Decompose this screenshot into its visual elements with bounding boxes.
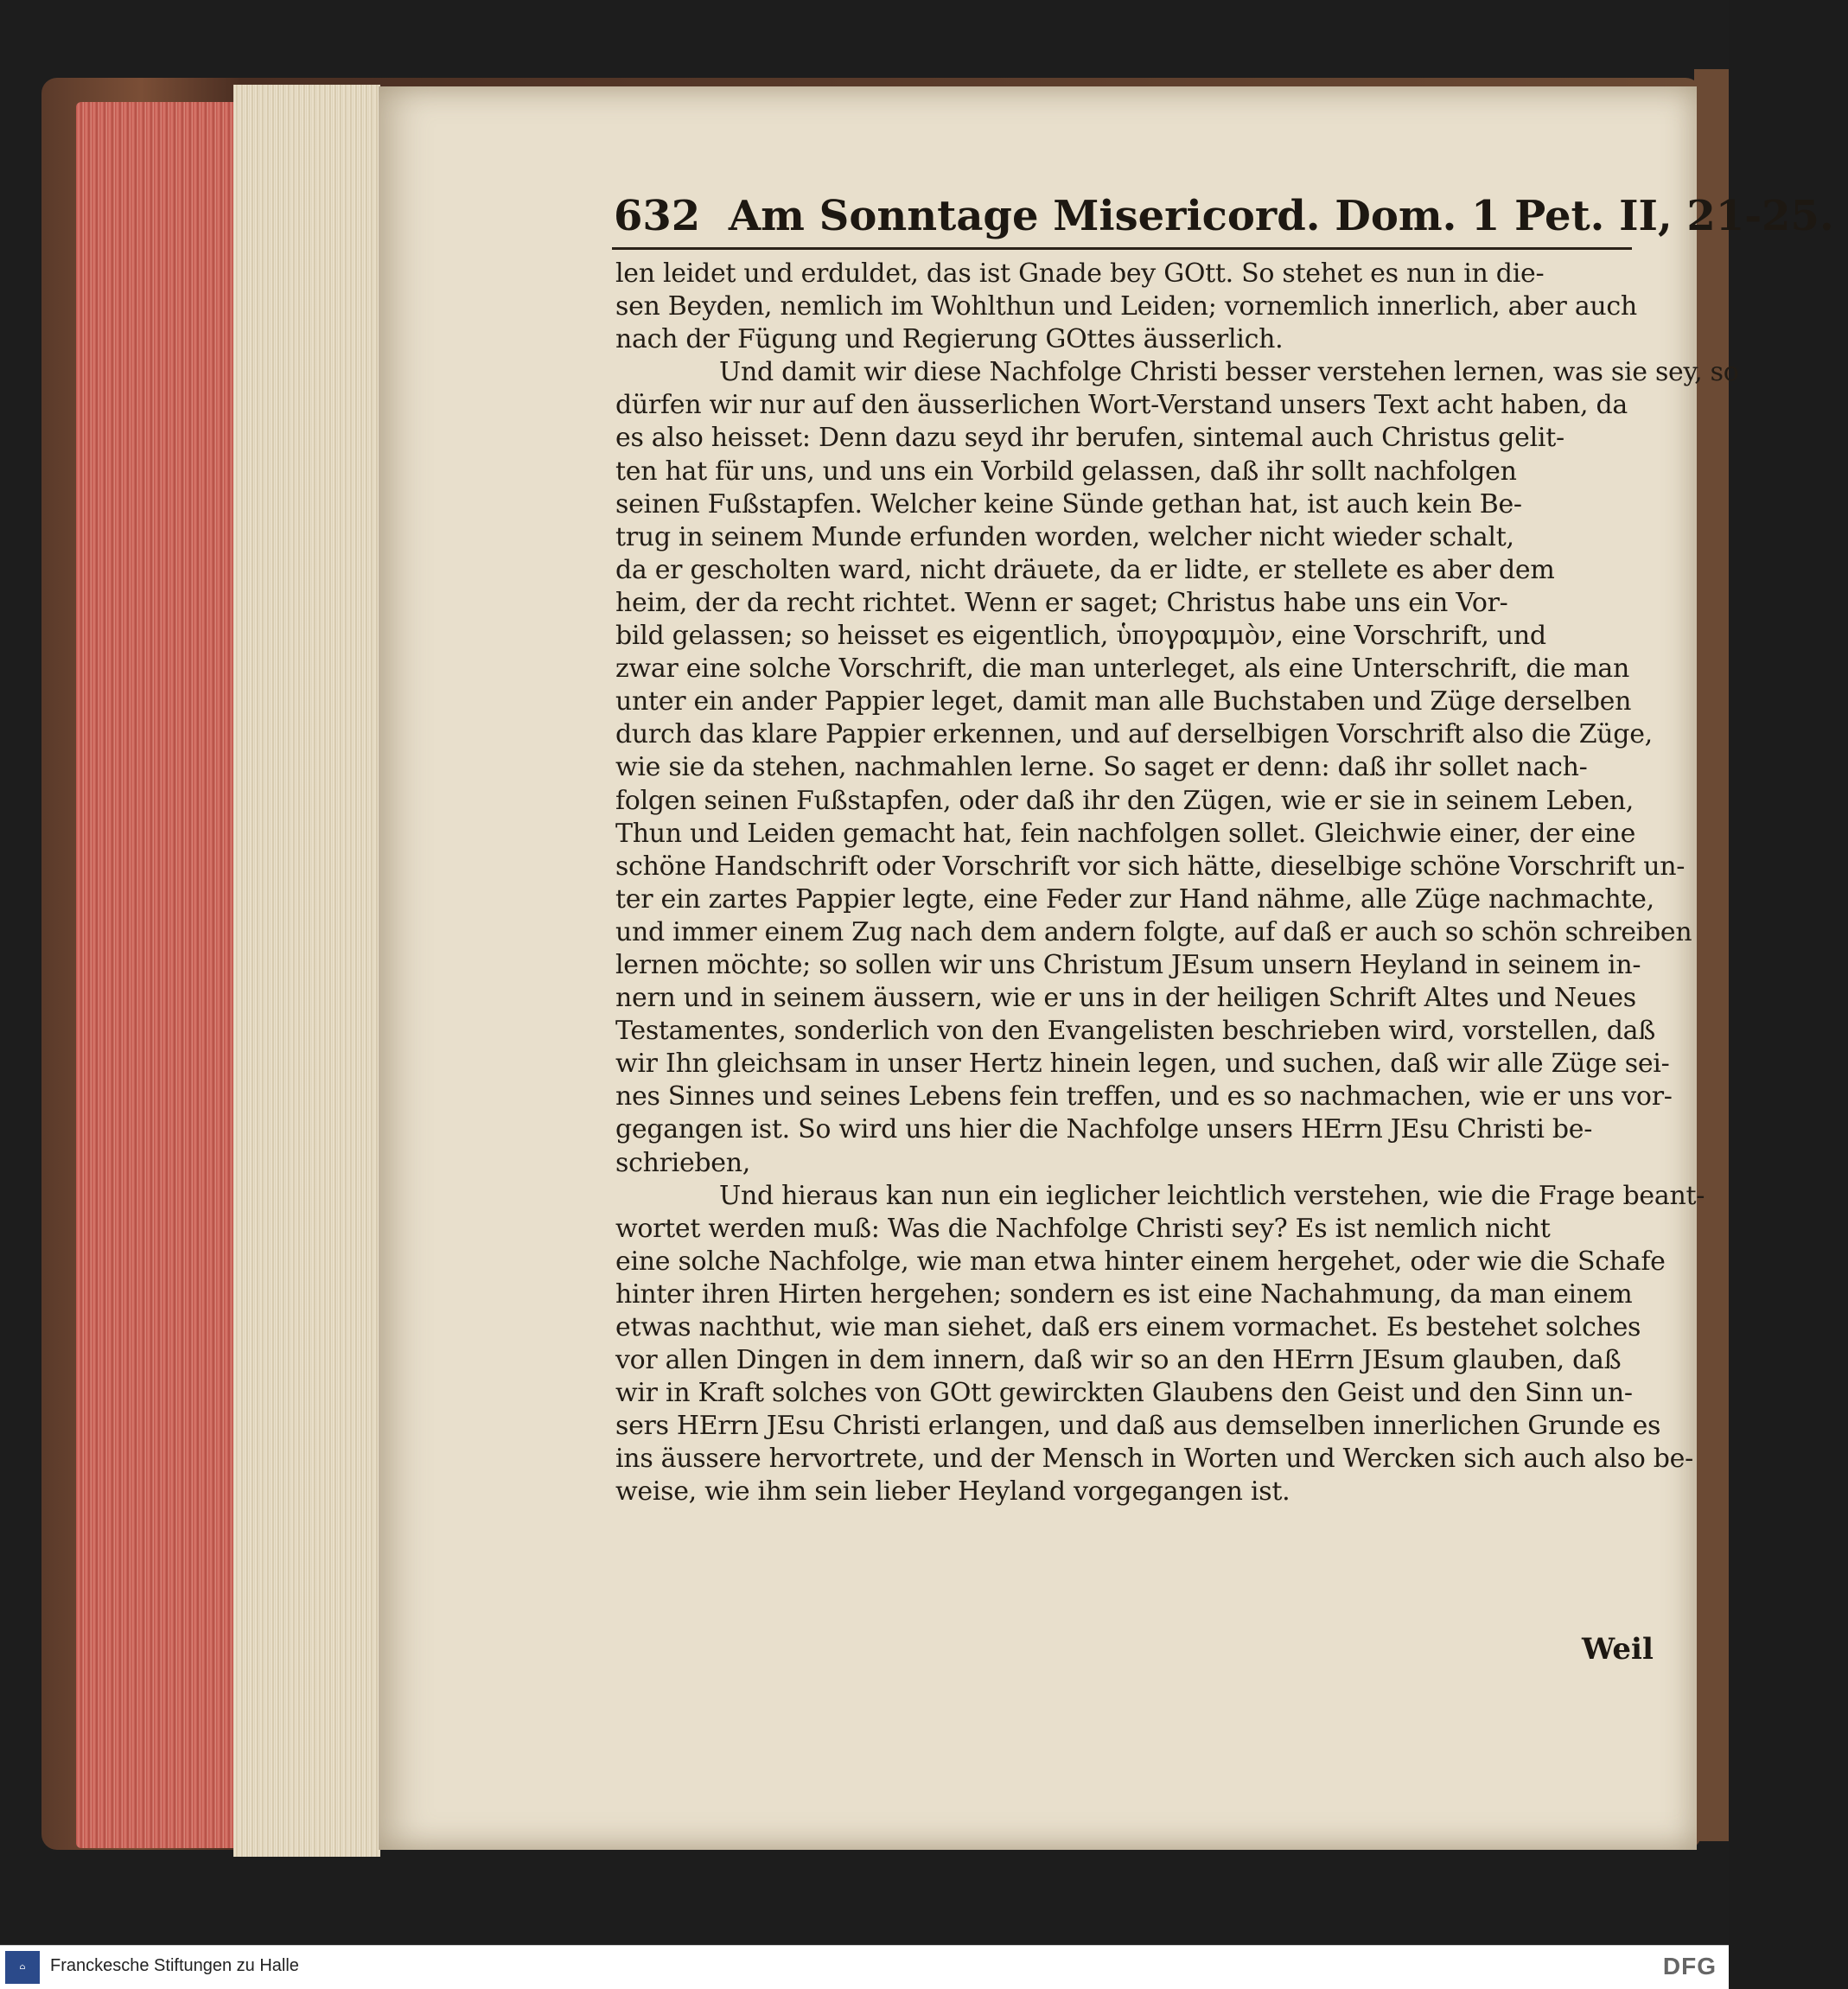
text-line: sers HErrn JEsu Christi erlangen, und daß aus demselben innerlichen Grunde es <box>615 1411 1661 1442</box>
text-line: lernen möchte; so sollen wir uns Christum JEsum unsern Heyland in seinem in- <box>615 949 1641 980</box>
catchword: Weil <box>1582 1632 1654 1667</box>
text-line: hinter ihren Hirten hergehen; sondern es ist eine Nachahmung, da man einem <box>615 1278 1633 1310</box>
text-line: vor allen Dingen in dem innern, daß wir so an den HErrn JEsum glauben, daß <box>615 1345 1622 1376</box>
text-line: len leidet und erduldet, das ist Gnade bey GOtt. So stehet es nun in die- <box>615 258 1545 289</box>
page-number: 632 <box>614 192 701 240</box>
text-line: ter ein zartes Pappier legte, eine Feder zur Hand nähme, alle Züge nachmachte, <box>615 883 1654 915</box>
text-line: Thun und Leiden gemacht hat, fein nachfolgen sollet. Gleichwie einer, der eine <box>615 818 1636 849</box>
text-line: wir Ihn gleichsam in unser Hertz hinein legen, und suchen, daß wir alle Züge sei- <box>615 1049 1670 1080</box>
text-line: heim, der da recht richtet. Wenn er saget; Christus habe uns ein Vor- <box>615 587 1508 618</box>
header-title: Am Sonntage Misericord. Dom. 1 Pet. II, 21-25. <box>728 192 1834 240</box>
text-line: Testamentes, sonderlich von den Evangelisten beschrieben wird, vorstellen, daß <box>615 1016 1655 1047</box>
text-line: weise, wie ihm sein lieber Heyland vorgegangen ist. <box>615 1476 1290 1508</box>
text-line: Und hieraus kan nun ein ieglicher leichtlich verstehen, wie die Frage beant- <box>719 1180 1705 1211</box>
text-line: dürfen wir nur auf den äusserlichen Wort-Verstand unsers Text acht haben, da <box>615 390 1628 421</box>
page-edges-cream <box>233 85 380 1857</box>
text-line: ins äussere hervortrete, und der Mensch in Worten und Wercken sich auch also be- <box>615 1444 1693 1475</box>
institution-name[interactable]: Franckesche Stiftungen zu Halle <box>50 1956 299 1975</box>
text-line: und immer einem Zug nach dem andern folgte, auf daß er auch so schön schreiben <box>615 916 1692 947</box>
text-line: da er gescholten ward, nicht dräuete, da er lidte, er stellete es aber dem <box>615 554 1555 585</box>
text-line: folgen seinen Fußstapfen, oder daß ihr den Zügen, wie er sie in seinem Leben, <box>615 785 1635 816</box>
text-line: eine solche Nachfolge, wie man etwa hinter einem hergehet, oder wie die Schafe <box>615 1246 1666 1277</box>
viewer-footer <box>0 1945 1729 1989</box>
text-line: es also heisset: Denn dazu seyd ihr berufen, sintemal auch Christus gelit- <box>615 423 1564 454</box>
text-line: gegangen ist. So wird uns hier die Nachfolge unsers HErrn JEsu Christi be- <box>615 1114 1593 1145</box>
text-line: trug in seinem Munde erfunden worden, welcher nicht wieder schalt, <box>615 521 1514 552</box>
text-line: ten hat für uns, und uns ein Vorbild gelassen, daß ihr sollt nachfolgen <box>615 456 1517 487</box>
text-line: nes Sinnes und seines Lebens fein treffen, und es so nachmachen, wie er uns vor- <box>615 1081 1673 1112</box>
institution-logo-icon[interactable]: ⌂ <box>5 1951 40 1984</box>
text-line: bild gelassen; so heisset es eigentlich, ὑπογραμμὸν, eine Vorschrift, und <box>615 621 1546 652</box>
page-edges-red <box>76 102 240 1848</box>
text-line: nern und in seinem äussern, wie er uns in der heiligen Schrift Altes und Neues <box>615 983 1636 1014</box>
text-line: seinen Fußstapfen. Welcher keine Sünde gethan hat, ist auch kein Be- <box>615 488 1522 520</box>
text-line: schrieben, <box>615 1147 751 1178</box>
text-line: sen Beyden, nemlich im Wohlthun und Leiden; vornemlich innerlich, aber auch <box>615 291 1637 322</box>
text-line: schöne Handschrift oder Vorschrift vor sich hätte, dieselbige schöne Vorschrift un- <box>615 851 1686 882</box>
body-text <box>615 258 1739 1509</box>
header-rule <box>612 247 1632 250</box>
text-line: durch das klare Pappier erkennen, und auf derselbigen Vorschrift also die Züge, <box>615 719 1653 750</box>
text-line: unter ein ander Pappier leget, damit man alle Buchstaben und Züge derselben <box>615 686 1632 717</box>
text-line: wortet werden muß: Was die Nachfolge Christi sey? Es ist nemlich nicht <box>615 1213 1551 1244</box>
text-line: wir in Kraft solches von GOtt gewirckten Glaubens den Geist und den Sinn un- <box>615 1378 1633 1409</box>
facing-page-edge <box>1694 69 1729 1841</box>
text-line: Und damit wir diese Nachfolge Christi besser verstehen lernen, was sie sey, so <box>719 357 1739 388</box>
running-header <box>614 192 1834 240</box>
text-line: etwas nachthut, wie man siehet, daß ers einem vormachet. Es bestehet solches <box>615 1312 1641 1342</box>
text-line: zwar eine solche Vorschrift, die man unterleget, als eine Unterschrift, die man <box>615 653 1630 685</box>
text-line: nach der Fügung und Regierung GOttes äusserlich. <box>615 324 1284 355</box>
dfg-badge[interactable]: DFG <box>1662 1953 1717 1979</box>
text-line: wie sie da stehen, nachmahlen lerne. So saget er denn: daß ihr sollet nach- <box>615 752 1588 783</box>
